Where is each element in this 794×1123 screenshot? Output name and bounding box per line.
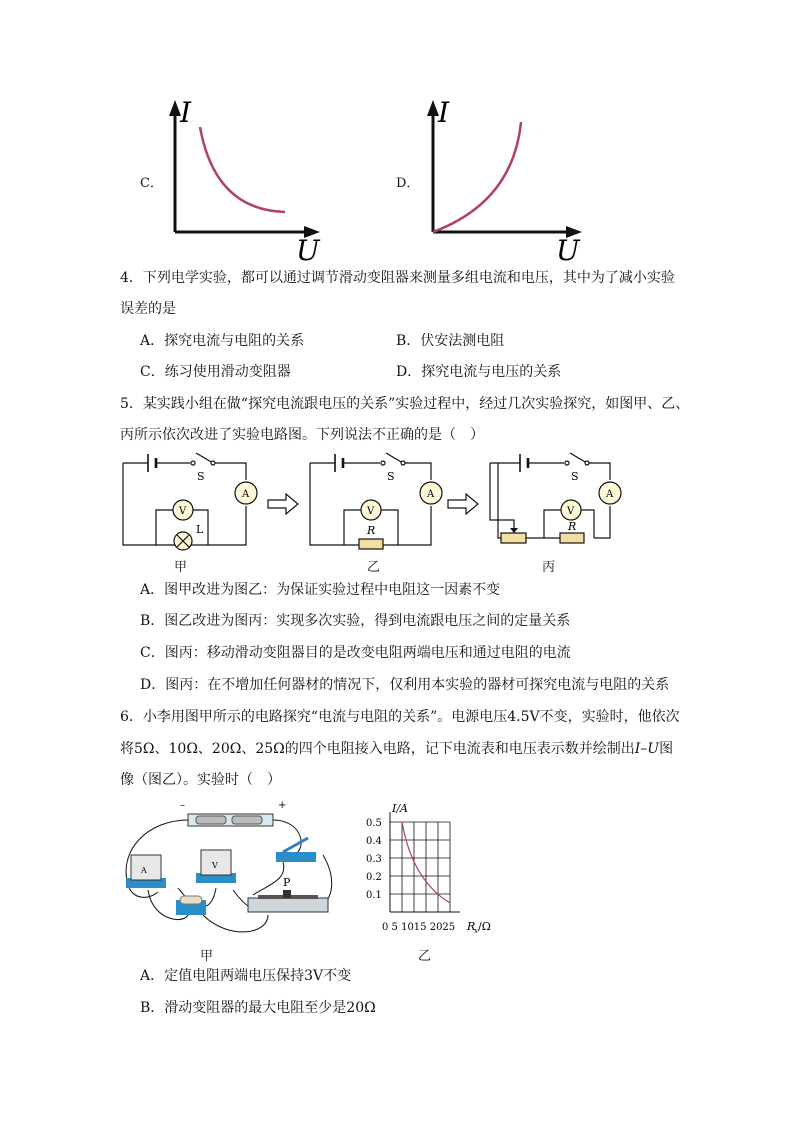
chart-grid	[390, 822, 450, 912]
q6-stem-line2-end: 图	[659, 741, 674, 757]
battery-cell-1	[196, 816, 226, 824]
q5-option-b[interactable]: B．图乙改进为图丙：实现多次实验，得到电流跟电压之间的定量关系	[140, 613, 571, 629]
q5-circuits	[118, 448, 638, 560]
graph-c-curve	[200, 127, 285, 212]
circuit-arrow-2	[448, 494, 478, 514]
q5-option-a[interactable]: A．图甲改进为图乙：为保证实验过程中电阻这一因素不变	[140, 582, 501, 598]
graph-c-x-label: U	[296, 234, 320, 262]
chart-xlabel-unit: /Ω	[478, 920, 491, 933]
circuit-jia	[123, 453, 257, 550]
q5-option-c[interactable]: C．图丙：移动滑动变阻器目的是改变电阻两端电压和通过电阻的电流	[140, 645, 571, 661]
q6-chart	[360, 800, 500, 940]
q5-stem-line1: 5．某实践小组在做“探究电流跟电压的关系”实验过程中，经过几次实验探究，如图甲、乙、	[120, 396, 690, 412]
chart-ytick-1: 0.4	[366, 836, 382, 847]
circuit-bing-slider-tip	[510, 528, 518, 533]
q4-stem-line1: 4．下列电学实验，都可以通过调节滑动变阻器来测量多组电流和电压，其中为了减小实验	[120, 270, 675, 286]
chart-ytick-3: 0.2	[366, 872, 382, 883]
circuit-bing-voltmeter-label: V	[567, 506, 575, 517]
circuit-jia-lamp-label: L	[196, 523, 204, 536]
chart-xlabel: R	[467, 920, 476, 933]
switch-base	[276, 852, 316, 862]
circuit-yi-voltmeter-label: V	[367, 506, 375, 517]
battery-cell-2	[232, 816, 262, 824]
circuit-caption-jia: 甲	[174, 560, 188, 575]
q4-stem-line2: 误差的是	[120, 301, 176, 317]
q6-stem-line2-text: 将5Ω、10Ω、20Ω、25Ω的四个电阻接入电路，记下电流表和电压表示数并绘制出	[120, 741, 635, 757]
chart-ytick-0: 0.5	[366, 818, 382, 829]
circuit-bing-switch-label: S	[571, 470, 579, 483]
q6-option-a[interactable]: A．定值电阻两端电压保持3V不变	[140, 968, 352, 984]
circuit-bing-resistor-label: R	[568, 520, 577, 533]
graph-d-label: D．	[396, 176, 420, 191]
circuit-yi-resistor-label: R	[367, 524, 376, 537]
graph-d-x-label: U	[556, 234, 580, 262]
circuit-arrow-1	[268, 494, 298, 514]
resistor-body	[180, 896, 202, 904]
chart-ytick-2: 0.3	[366, 854, 382, 865]
q6-apparatus	[118, 800, 348, 940]
q5-option-d[interactable]: D．图丙：在不增加任何器材的情况下，仅利用本实验的器材可探究电流与电阻的关系	[140, 677, 670, 693]
circuit-jia-switch-label: S	[197, 470, 205, 483]
circuit-bing	[490, 453, 621, 543]
graph-d-y-label: I	[438, 96, 450, 129]
q6-stem-line3: 像（图乙）。实验时（ ）	[120, 772, 281, 788]
circuit-caption-bing: 丙	[542, 560, 556, 575]
chart-xticks: 0 5 1015 2025	[382, 922, 456, 933]
q6-stem-line1: 6．小李用图甲所示的电路探究“电流与电阻的关系”。电源电压4.5V不变，实验时，他依次	[120, 709, 680, 725]
chart-ytick-4: 0.1	[366, 890, 382, 901]
graph-c	[160, 92, 330, 262]
voltmeter-mark: V	[212, 861, 218, 870]
apparatus-caption: 甲	[200, 949, 214, 964]
circuit-yi	[310, 453, 442, 549]
battery-plus-label: +	[278, 800, 287, 811]
circuit-bing-ammeter-label: A	[606, 489, 614, 500]
q5-stem-line2: 丙所示依次改进了实验电路图。下列说法不正确的是（ ）	[120, 427, 484, 443]
chart-xlabel-sub: x	[474, 927, 478, 935]
q6-stem-iu: I–U	[634, 741, 660, 757]
chart-caption: 乙	[418, 949, 432, 964]
q6-stem-line2	[120, 739, 673, 759]
circuit-caption-yi: 乙	[367, 560, 381, 575]
rheostat-slider	[283, 890, 291, 898]
rheostat-slider-label: P	[283, 876, 291, 889]
q4-option-b[interactable]: B．伏安法测电阻	[396, 333, 505, 349]
circuit-yi-switch-label: S	[387, 470, 395, 483]
q4-option-d[interactable]: D．探究电流与电压的关系	[396, 364, 562, 380]
switch-lever	[283, 838, 308, 852]
q4-option-a[interactable]: A．探究电流与电阻的关系	[140, 333, 305, 349]
rheostat-body	[248, 898, 328, 912]
circuit-jia-ammeter-label: A	[242, 489, 250, 500]
circuit-jia-voltmeter-label: V	[179, 506, 187, 517]
q6-option-b[interactable]: B．滑动变阻器的最大电阻至少是20Ω	[140, 1000, 376, 1016]
graph-d	[418, 92, 593, 262]
graph-c-y-label: I	[180, 96, 192, 129]
ammeter-mark: A	[141, 866, 147, 875]
chart-ylabel: I/A	[392, 802, 408, 815]
graph-d-curve	[433, 122, 521, 232]
graph-c-label: C．	[140, 176, 163, 191]
circuit-yi-ammeter-label: A	[427, 489, 435, 500]
q4-option-c[interactable]: C．练习使用滑动变阻器	[140, 364, 291, 380]
battery-minus-label: –	[180, 800, 185, 811]
